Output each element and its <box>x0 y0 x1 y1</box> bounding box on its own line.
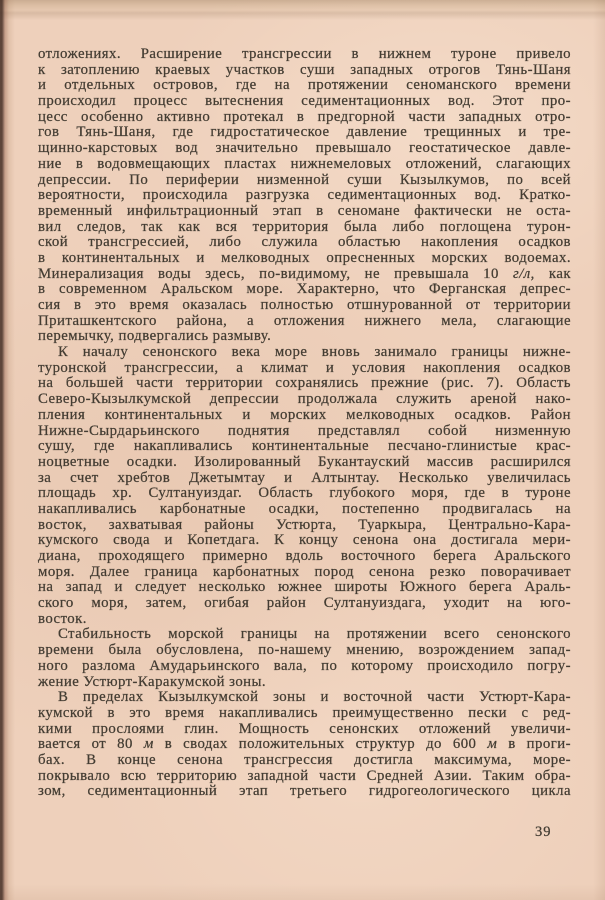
text-line: Нижне-Сырдарьинского поднятия представлял собой низменную <box>38 422 571 439</box>
text-line: Приташкентского района, а отложения нижнего мела, слагающие <box>38 312 571 329</box>
text-line: бах. В конце сенона трансгрессия достигла максимума, море- <box>38 751 571 768</box>
text-line: ного разлома Амударьинского вала, по которому происходило погру- <box>38 657 571 674</box>
text-line: покрывало всю территорию западной части Средней Азии. Таким обра- <box>38 767 571 784</box>
text-line: сушу, где накапливались континентальные песчано-глинистые крас- <box>38 438 571 455</box>
text-line: накапливались карбонатные осадки, постепенно продвигалась на <box>38 500 571 517</box>
text-segment: в проги- <box>497 736 571 753</box>
text-line: депрессии. По периферии низменной суши Кызылкумов, по всей <box>38 171 571 188</box>
text-line: В пределах Кызылкумской зоны и восточной части Устюрт-Кара- <box>58 689 571 706</box>
text-line: ской трансгрессией, либо служила областью накопления осадков <box>38 234 571 251</box>
text-segment: в сводах положительных структур до 600 <box>153 736 488 753</box>
text-line: пления континентальных и морских мелководных осадков. Район <box>38 406 571 423</box>
text-line: Стабильность морской границы на протяжении всего сенонского <box>58 626 571 643</box>
text-segment: , как <box>530 265 571 282</box>
text-line: происходил процесс вытеснения седиментационных вод. Этот про- <box>38 93 571 110</box>
text-line: отложениях. Расширение трансгрессии в нижнем туроне привело <box>38 46 571 62</box>
text-line: кумской в это время накапливались преимущественно пески с ред- <box>38 704 571 721</box>
text-line: времени была обусловлена, по-нашему мнению, возрождением запад- <box>38 642 571 659</box>
text-line: диана, проходящего примерно вдоль восточного берега Аральского <box>38 548 571 564</box>
text-line: ние в водовмещающих пластах нижнемеловых отложений, слагающих <box>38 155 571 172</box>
text-segment: Минерализация воды здесь, по-видимому, не превышала 10 <box>38 265 513 282</box>
text-line: вероятности, происходила разгрузка седиментационных вод. Кратко- <box>38 187 571 204</box>
text-line: сия в это время оказалась полностью отшнурованной от территории <box>38 297 571 313</box>
text-line: к затоплению краевых участков суши западных отрогов Тянь-Шаня <box>38 61 571 78</box>
text-line: на большей части территории сохранялись прежние (рис. 7). Область <box>38 375 571 392</box>
text-line: К началу сенонского века море вновь занимало границы нижне- <box>58 344 571 361</box>
text-line <box>38 267 571 283</box>
text-line: ноцветные осадки. Изолированный Букантауский массив расширился <box>38 453 571 470</box>
text-line: гов Тянь-Шаня, где гидростатическое давление трещинных и тре- <box>38 124 571 141</box>
page-number: 39 <box>535 824 552 840</box>
italic-unit-label: м <box>143 736 154 753</box>
text-line: цесс особенно активно протекал в предгорной части западных отро- <box>38 108 571 125</box>
text-line: моря. Далее граница карбонатных пород сенона резко поворачивает <box>38 563 571 580</box>
text-line: перемычку, подвергались размыву. <box>38 328 272 345</box>
text-line: временный инфильтрационный этап в сеномане фактически не оста- <box>38 202 571 219</box>
text-line: восток, захватывая районы Устюрта, Туаркыра, Центрально-Кара- <box>38 516 571 533</box>
italic-unit-label: г/л <box>512 265 531 282</box>
text-line: кими прослоями глин. Мощность сенонских отложений увеличи- <box>38 720 571 737</box>
text-line: на запад и следует несколько южнее широты Южного берега Араль- <box>38 579 571 596</box>
text-line: щинно-карстовых вод значительно превышало геостатическое давле- <box>38 140 571 157</box>
text-line: восток. <box>38 610 87 627</box>
text-line: зом, седиментационный этап третьего гидрогеологического цикла <box>38 783 571 800</box>
text-block <box>38 47 571 800</box>
text-line: жение Устюрт-Каракумской зоны. <box>38 673 267 690</box>
text-line: туронской трансгрессии, а климат и условия накопления осадков <box>38 359 571 376</box>
text-line <box>38 737 571 753</box>
text-line: Северо-Кызылкумской депрессии продолжала служить ареной нако- <box>38 391 571 408</box>
text-line: вил следов, так как вся территория была либо поглощена турон- <box>38 218 571 235</box>
text-line: в континентальных и мелководных опресненных морских водоемах. <box>38 249 571 266</box>
text-line: в современном Аральском море. Характерно, что Ферганская депрес- <box>38 281 571 298</box>
text-line: кумского свода и Копетдага. К концу сенона она достигала мери- <box>38 532 571 549</box>
italic-unit-label: м <box>487 736 498 753</box>
text-line: ского моря, затем, огибая район Султануиздага, уходит на юго- <box>38 595 571 612</box>
text-segment: вается от 80 <box>38 736 144 753</box>
text-line: за счет хребтов Джетымтау и Алтынтау. Несколько увеличилась <box>38 469 571 486</box>
text-line: площадь хр. Султануиздаг. Область глубокого моря, где в туроне <box>38 485 571 502</box>
text-line: и отдельных островов, где на протяжении сеноманского времени <box>38 77 571 94</box>
